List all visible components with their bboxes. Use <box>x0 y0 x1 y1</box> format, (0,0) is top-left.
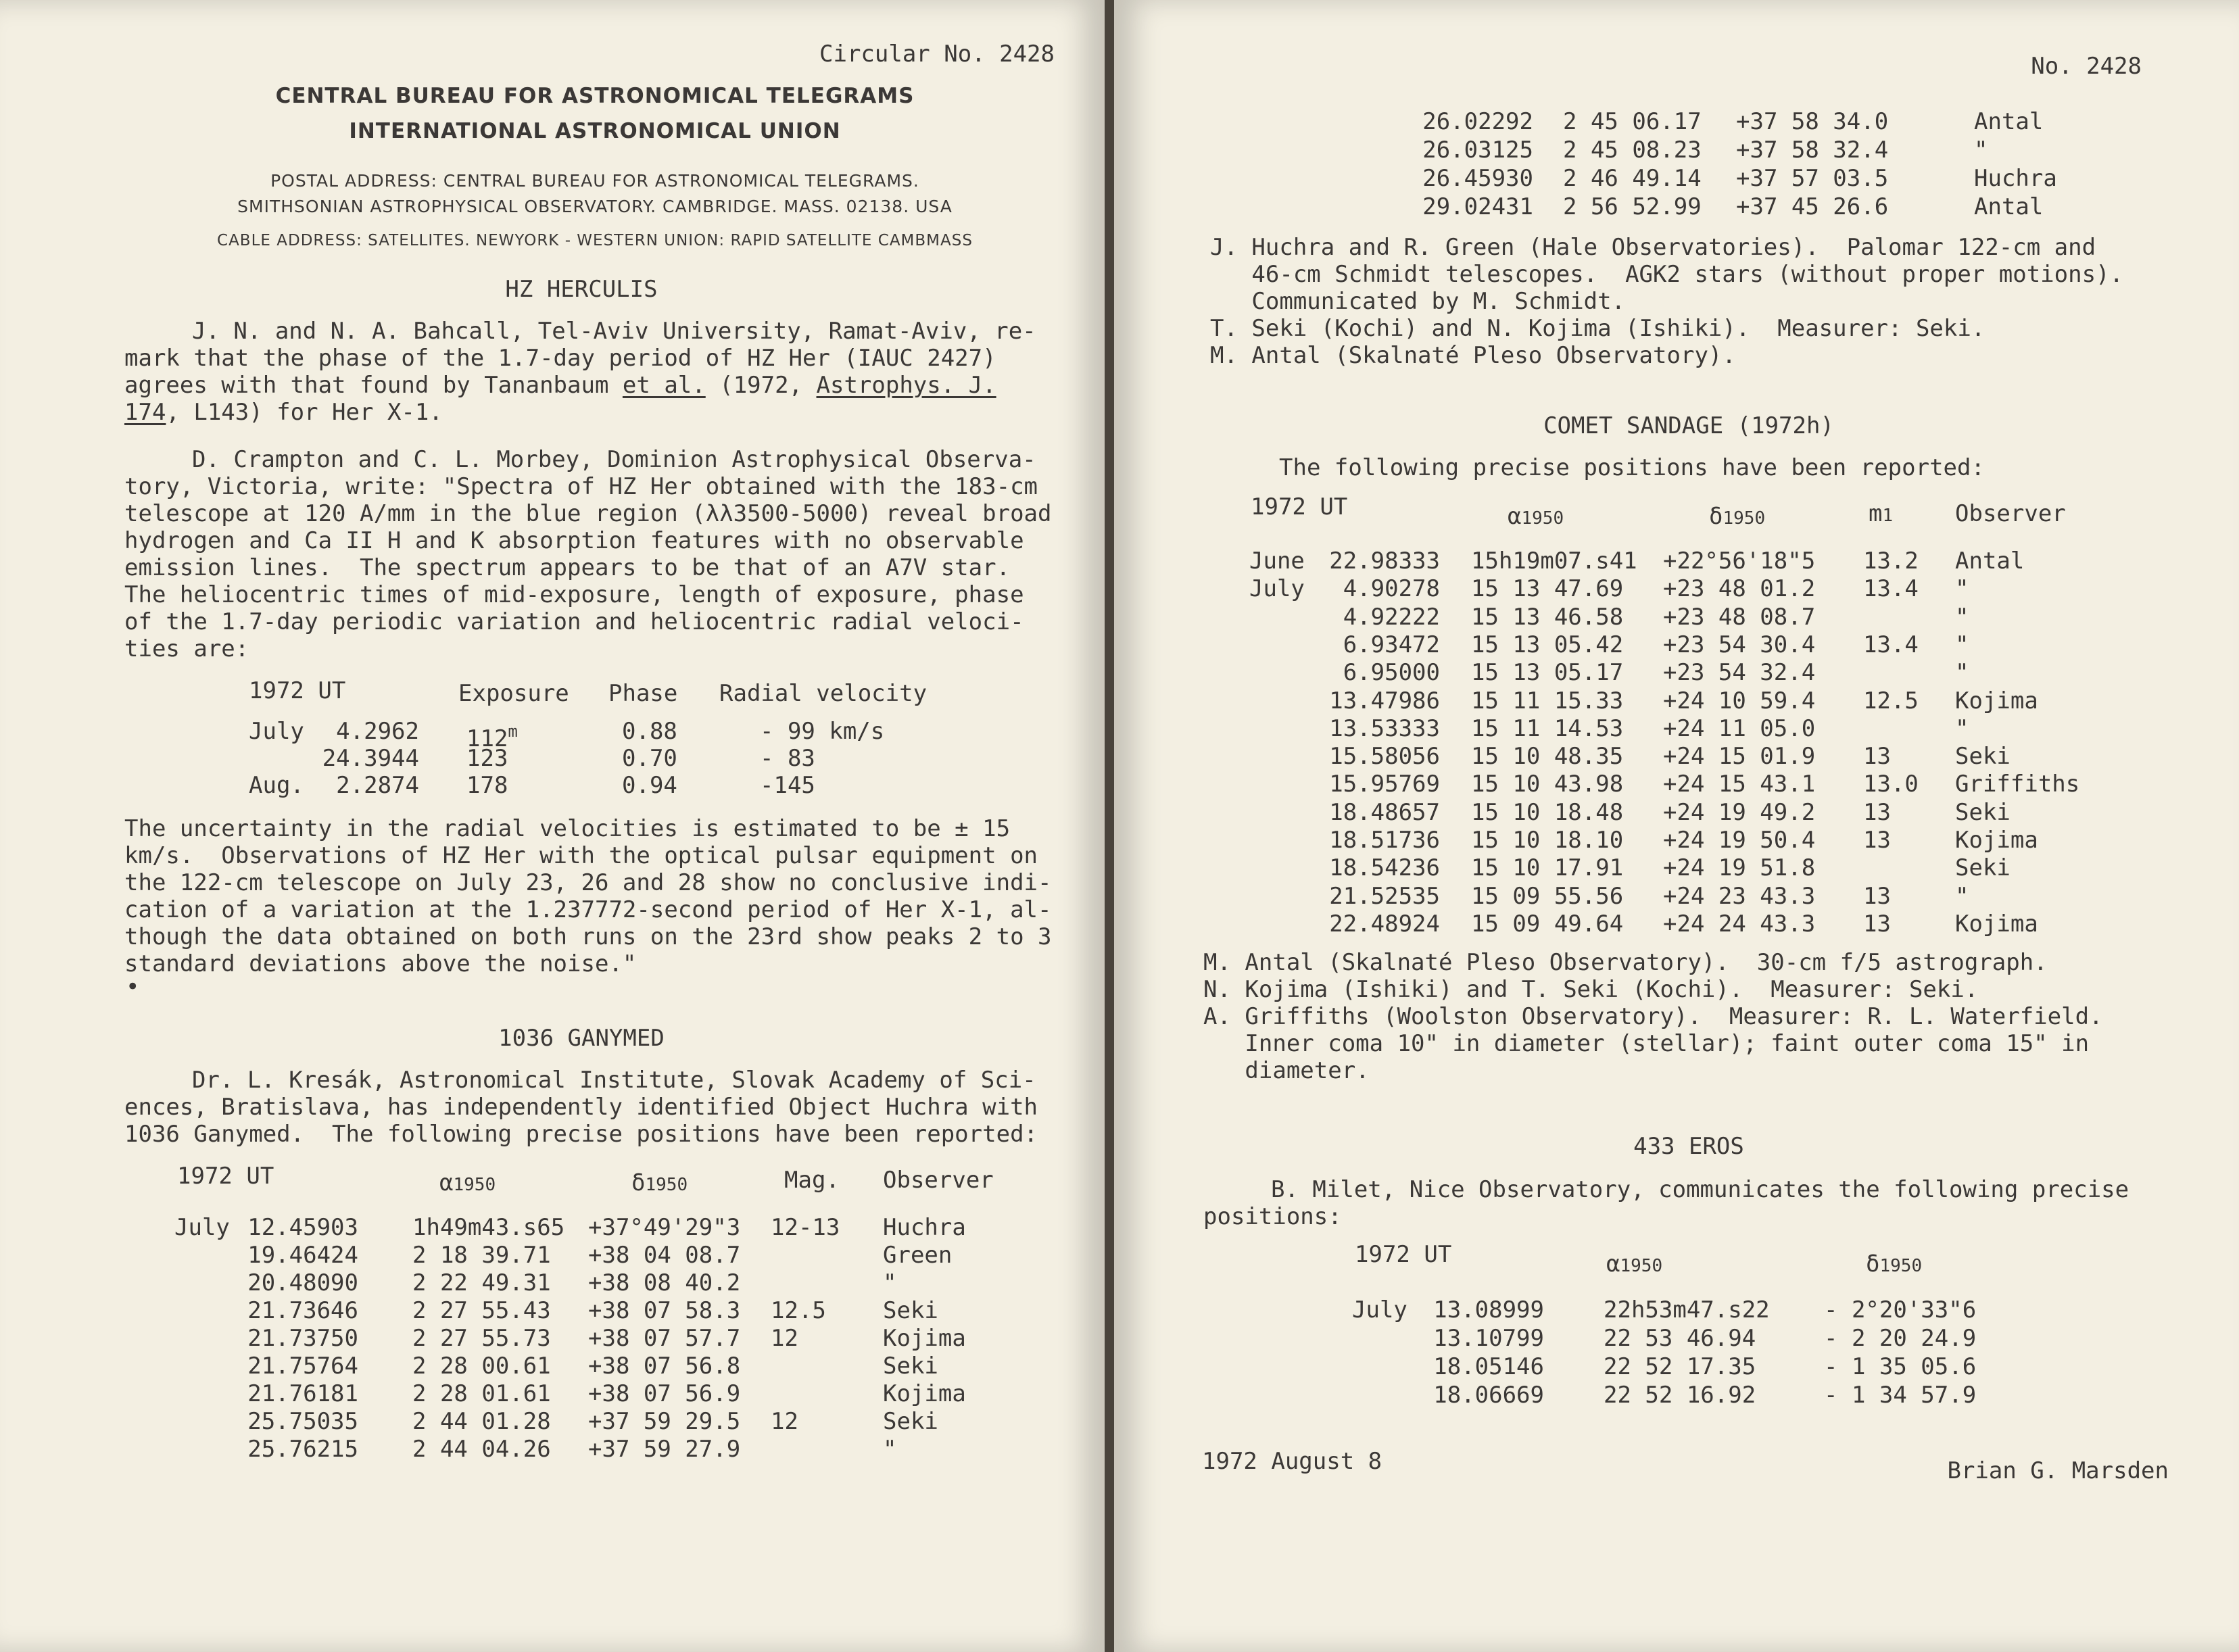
table-cell-exposure: 123 <box>466 745 508 772</box>
cell-mag: 13 <box>1863 910 1891 938</box>
cell-ra: 2 28 00.61 <box>412 1353 551 1380</box>
mag-subscript: 1 <box>1882 506 1894 526</box>
cell-date: 18.05146 <box>1433 1353 1544 1380</box>
cell-dec: +24 10 59.4 <box>1663 687 1816 714</box>
cell-ra: 2 44 04.26 <box>412 1436 551 1463</box>
cell-mag: 13.4 <box>1863 575 1919 603</box>
cell-ra: 15 09 55.56 <box>1471 882 1624 910</box>
cell-ra: 22h53m47.s22 <box>1604 1296 1770 1323</box>
cell-ra: 1h49m43.s65 <box>412 1214 565 1241</box>
cell-observer: Kojima <box>883 1380 966 1407</box>
cell-ra: 15 13 05.17 <box>1471 659 1624 687</box>
cell-dec: +24 15 43.1 <box>1663 771 1816 798</box>
cell-dec: +37°49'29"3 <box>588 1214 741 1241</box>
col-header-ut: 1972 UT <box>1251 493 1348 520</box>
delta-symbol: δ <box>1866 1250 1880 1278</box>
cell-ra: 15 10 18.48 <box>1471 798 1624 826</box>
comet-notes <box>1203 949 2231 1084</box>
cell-ra: 2 28 01.61 <box>412 1380 551 1407</box>
cell-dec: +23 54 30.4 <box>1663 631 1816 658</box>
table-cell-rv: - 99 km/s <box>760 718 885 745</box>
table-cell-month: July <box>249 718 304 745</box>
hz-herculis-title: HZ HERCULIS <box>505 276 658 303</box>
cell-mag: 13 <box>1863 743 1891 771</box>
cell-ra: 2 45 06.17 <box>1563 108 1702 135</box>
cell-date: 26.03125 <box>1422 137 1533 164</box>
cell-dec: +23 48 08.7 <box>1663 603 1816 631</box>
text-line: D. Crampton and C. L. Morbey, Dominion Astrophysical Observa- <box>192 446 1036 473</box>
journal-name: Astrophys. J. <box>816 372 996 399</box>
text-line: though the data obtained on both runs on the 23rd show peaks 2 to 3 <box>124 923 1052 950</box>
eros-paragraph <box>1203 1176 2231 1230</box>
col-header-mag <box>1869 500 1893 529</box>
cell-mag: 13.4 <box>1863 631 1919 658</box>
cell-observer: Griffiths <box>1955 771 2080 798</box>
epoch: 1950 <box>1879 1256 1923 1276</box>
cell-date: 6.93472 <box>1343 631 1440 658</box>
cell-ra: 15 10 18.10 <box>1471 827 1624 854</box>
cell-observer: Seki <box>1955 743 2011 771</box>
cell-dec: +24 11 05.0 <box>1663 714 1816 742</box>
epoch: 1950 <box>1521 508 1564 529</box>
col-header-dec <box>1866 1250 1922 1280</box>
cell-ra: 22 52 16.92 <box>1604 1382 1756 1409</box>
text-line: hydrogen and Ca II H and K absorption features with no observable <box>124 527 1024 554</box>
ganymed-title: 1036 GANYMED <box>498 1025 665 1052</box>
table-cell-date: 24.3944 <box>322 745 419 772</box>
cell-ra: 15 10 17.91 <box>1471 854 1624 882</box>
cell-dec: +38 04 08.7 <box>588 1242 741 1269</box>
cell-ra: 15 11 15.33 <box>1471 687 1624 714</box>
cell-observer: Kojima <box>1955 827 2038 854</box>
cell-dec: +37 59 27.9 <box>588 1436 741 1463</box>
cell-date: 19.46424 <box>247 1242 358 1269</box>
circular-number: No. 2428 <box>2031 53 2142 80</box>
table-cell-phase: 0.70 <box>622 745 677 772</box>
cell-observer: " <box>1955 714 1969 742</box>
text-line: A. Griffiths (Woolston Observatory). Measurer: R. L. Waterfield. <box>1203 1003 2103 1030</box>
cell-ra: 15 13 05.42 <box>1471 631 1624 658</box>
text-line: 46-cm Schmidt telescopes. AGK2 stars (without proper motions). <box>1210 261 2124 288</box>
hz-paragraph-3 <box>124 815 1084 977</box>
text-line: km/s. Observations of HZ Her with the optical pulsar equipment on <box>124 842 1038 869</box>
alpha-symbol: α <box>1606 1250 1620 1278</box>
table-cell-month: Aug. <box>249 772 304 799</box>
exposure-unit: m <box>508 722 518 741</box>
cell-mag: 13 <box>1863 827 1891 854</box>
epoch: 1950 <box>1723 508 1766 529</box>
bureau-title: CENTRAL BUREAU FOR ASTRONOMICAL TELEGRAMS <box>275 84 915 108</box>
cell-date: 4.90278 <box>1343 575 1440 603</box>
col-header-ut: 1972 UT <box>249 677 346 704</box>
mag-symbol: m <box>1869 500 1883 527</box>
cell-observer: " <box>1955 659 1969 687</box>
cell-ra: 2 18 39.71 <box>412 1242 551 1269</box>
cell-observer: " <box>1955 631 1969 658</box>
cell-dec: +23 48 01.2 <box>1663 575 1816 603</box>
cell-date: 18.48657 <box>1329 798 1440 826</box>
cell-ra: 2 56 52.99 <box>1563 193 1702 220</box>
col-header-phase: Phase <box>608 680 678 707</box>
cell-observer: " <box>1955 603 1969 631</box>
cell-dec: +24 19 51.8 <box>1663 854 1816 882</box>
cell-dec: +37 58 34.0 <box>1736 108 1889 135</box>
cell-mag: 12 <box>771 1408 798 1435</box>
cell-ra: 22 53 46.94 <box>1604 1325 1756 1352</box>
epoch: 1950 <box>453 1175 496 1195</box>
cell-dec: +38 08 40.2 <box>588 1269 741 1296</box>
cell-mag: 13 <box>1863 882 1891 910</box>
table-cell-date: 4.2962 <box>336 718 419 745</box>
cell-dec: - 1 35 05.6 <box>1824 1353 1977 1380</box>
text-line: emission lines. The spectrum appears to be that of an A7V star. <box>124 554 1011 581</box>
bullet-mark: • <box>126 973 140 1000</box>
cell-date: 21.73646 <box>247 1297 358 1324</box>
cell-month: July <box>1249 575 1305 603</box>
cell-observer: Huchra <box>1974 165 2057 192</box>
ganymed-notes <box>1210 234 2224 369</box>
col-header-ut: 1972 UT <box>177 1163 274 1190</box>
text-line: of the 1.7-day periodic variation and heliocentric radial veloci- <box>124 608 1024 635</box>
cell-dec: +38 07 56.8 <box>588 1353 741 1380</box>
cell-date: 26.45930 <box>1422 165 1533 192</box>
text-line: ences, Bratislava, has independently identified Object Huchra with <box>124 1094 1038 1121</box>
cell-ra: 22 52 17.35 <box>1604 1353 1756 1380</box>
col-header-radial-velocity: Radial velocity <box>719 680 928 707</box>
cell-date: 26.02292 <box>1422 108 1533 135</box>
text-line: M. Antal (Skalnaté Pleso Observatory). 30-cm f/5 astrograph. <box>1203 949 2048 976</box>
cell-dec: - 2 20 24.9 <box>1824 1325 1977 1352</box>
cell-observer: Seki <box>1955 854 2011 882</box>
cell-ra: 2 27 55.43 <box>412 1297 551 1324</box>
cell-dec: +24 24 43.3 <box>1663 910 1816 938</box>
text-line: ties are: <box>124 635 249 662</box>
cell-mag: 13.2 <box>1863 548 1919 575</box>
text-line: The heliocentric times of mid-exposure, length of exposure, phase <box>124 581 1024 608</box>
cell-ra: 15 13 47.69 <box>1471 575 1624 603</box>
col-header-observer: Observer <box>1955 500 2066 527</box>
cell-dec: +23 54 32.4 <box>1663 659 1816 687</box>
alpha-symbol: α <box>1508 503 1522 530</box>
text-line: Inner coma 10" in diameter (stellar); faint outer coma 15" in <box>1203 1030 2090 1057</box>
cell-dec: - 2°20'33"6 <box>1824 1296 1977 1323</box>
text-line: T. Seki (Kochi) and N. Kojima (Ishiki). Measurer: Seki. <box>1210 315 1985 342</box>
cell-mag: 12.5 <box>1863 687 1919 714</box>
cell-observer: Kojima <box>883 1325 966 1352</box>
union-title: INTERNATIONAL ASTRONOMICAL UNION <box>349 119 841 143</box>
cell-dec: +24 19 50.4 <box>1663 827 1816 854</box>
cell-ra: 15 11 14.53 <box>1471 714 1624 742</box>
journal-volume: 174 <box>124 399 166 426</box>
text-fragment: , L143) for Her X-1. <box>166 399 443 426</box>
text-line: standard deviations above the noise." <box>124 950 637 977</box>
cell-month: July <box>1352 1296 1407 1323</box>
cell-observer: Antal <box>1955 548 2025 575</box>
cell-ra: 2 45 08.23 <box>1563 137 1702 164</box>
cell-date: 18.54236 <box>1329 854 1440 882</box>
text-line: cation of a variation at the 1.237772-second period of Her X-1, al- <box>124 896 1052 923</box>
cell-ra: 2 27 55.73 <box>412 1325 551 1352</box>
cell-observer: Antal <box>1974 193 2044 220</box>
text-line: Communicated by M. Schmidt. <box>1210 288 1626 315</box>
cell-dec: - 1 34 57.9 <box>1824 1382 1977 1409</box>
table-cell-phase: 0.94 <box>622 772 677 799</box>
table-cell-phase: 0.88 <box>622 718 677 745</box>
epoch: 1950 <box>1620 1256 1663 1276</box>
table-cell-exposure: 178 <box>466 772 508 799</box>
col-header-exposure: Exposure <box>458 680 569 707</box>
exposure-value: 112 <box>466 725 508 752</box>
cell-observer: Antal <box>1974 108 2044 135</box>
text-line: tory, Victoria, write: "Spectra of HZ Her obtained with the 183-cm <box>124 473 1038 500</box>
signature: Brian G. Marsden <box>1947 1457 2169 1484</box>
cell-observer: Huchra <box>883 1214 966 1241</box>
ganymed-paragraph <box>124 1067 1084 1148</box>
col-header-dec <box>631 1169 688 1198</box>
cell-observer: Green <box>883 1242 953 1269</box>
cell-ra: 2 44 01.28 <box>412 1408 551 1435</box>
col-header-ut: 1972 UT <box>1355 1241 1452 1268</box>
hz-paragraph-1 <box>124 318 1071 426</box>
text-line: 1036 Ganymed. The following precise positions have been reported: <box>124 1121 1038 1148</box>
text-line: positions: <box>1203 1203 1342 1230</box>
cell-dec: +24 23 43.3 <box>1663 882 1816 910</box>
cell-ra: 15 10 43.98 <box>1471 771 1624 798</box>
col-header-dec <box>1709 503 1765 532</box>
left-page <box>0 0 1105 1652</box>
cell-observer: " <box>883 1269 897 1296</box>
text-line: diameter. <box>1203 1057 1370 1084</box>
text-line: J. Huchra and R. Green (Hale Observatories). Palomar 122-cm and <box>1210 234 2096 261</box>
cell-dec: +38 07 56.9 <box>588 1380 741 1407</box>
cell-date: 15.95769 <box>1329 771 1440 798</box>
cell-mag: 12.5 <box>771 1297 826 1324</box>
col-header-ra <box>1606 1250 1662 1280</box>
table-cell-rv: - 83 <box>760 745 815 772</box>
cell-date: 25.75035 <box>247 1408 358 1435</box>
hz-paragraph-2 <box>124 446 1071 662</box>
cell-date: 13.53333 <box>1329 714 1440 742</box>
cell-observer: Seki <box>883 1408 938 1435</box>
cable-address: CABLE ADDRESS: SATELLITES. NEWYORK - WESTERN UNION: RAPID SATELLITE CAMBMASS <box>217 232 973 249</box>
cell-ra: 15 10 48.35 <box>1471 743 1624 771</box>
comet-intro: The following precise positions have been reported: <box>1279 454 1985 481</box>
cell-date: 25.76215 <box>247 1436 358 1463</box>
cell-mag: 13.0 <box>1863 771 1919 798</box>
text-line <box>124 399 1071 426</box>
cell-date: 15.58056 <box>1329 743 1440 771</box>
epoch: 1950 <box>645 1175 688 1195</box>
et-al: et al. <box>622 372 706 399</box>
cell-date: 20.48090 <box>247 1269 358 1296</box>
text-line: Dr. L. Kresák, Astronomical Institute, Slovak Academy of Sci- <box>192 1067 1036 1094</box>
circular-date: 1972 August 8 <box>1202 1448 1382 1475</box>
text-fragment: (1972, <box>705 372 817 399</box>
table-cell-date: 2.2874 <box>336 772 419 799</box>
text-line: mark that the phase of the 1.7-day period of HZ Her (IAUC 2427) <box>124 345 996 372</box>
cell-dec: +22°56'18"5 <box>1663 548 1816 575</box>
cell-observer: Kojima <box>1955 687 2038 714</box>
cell-date: 18.06669 <box>1433 1382 1544 1409</box>
cell-ra: 15 13 46.58 <box>1471 603 1624 631</box>
cell-date: 21.52535 <box>1329 882 1440 910</box>
col-header-ra <box>439 1169 496 1198</box>
right-page <box>1114 0 2239 1652</box>
cell-dec: +37 58 32.4 <box>1736 137 1889 164</box>
text-line: The uncertainty in the radial velocities is estimated to be ± 15 <box>124 815 1011 842</box>
cell-date: 21.75764 <box>247 1353 358 1380</box>
cell-month: July <box>174 1214 230 1241</box>
cell-date: 21.76181 <box>247 1380 358 1407</box>
cell-mag: 13 <box>1863 798 1891 826</box>
circular-number: Circular No. 2428 <box>819 41 1055 68</box>
postal-address-1: POSTAL ADDRESS: CENTRAL BUREAU FOR ASTRONOMICAL TELEGRAMS. <box>270 171 919 191</box>
table-cell-rv: -145 <box>760 772 815 799</box>
cell-dec: +37 57 03.5 <box>1736 165 1889 192</box>
comet-sandage-title: COMET SANDAGE (1972h) <box>1543 412 1834 439</box>
cell-ra: 2 22 49.31 <box>412 1269 551 1296</box>
cell-observer: Seki <box>883 1297 938 1324</box>
cell-date: 21.73750 <box>247 1325 358 1352</box>
cell-date: 6.95000 <box>1343 659 1440 687</box>
cell-dec: +37 59 29.5 <box>588 1408 741 1435</box>
cell-observer: " <box>1974 137 1988 164</box>
cell-dec: +38 07 57.7 <box>588 1325 741 1352</box>
cell-date: 22.48924 <box>1329 910 1440 938</box>
text-line: B. Milet, Nice Observatory, communicates the following precise <box>1271 1176 2129 1203</box>
delta-symbol: δ <box>1709 503 1723 530</box>
col-header-observer: Observer <box>883 1167 994 1194</box>
col-header-mag: Mag. <box>784 1167 840 1194</box>
book-gutter <box>1105 0 1114 1652</box>
cell-observer: Seki <box>883 1353 938 1380</box>
cell-observer: " <box>883 1436 897 1463</box>
cell-dec: +24 19 49.2 <box>1663 798 1816 826</box>
col-header-ra <box>1508 503 1564 532</box>
alpha-symbol: α <box>439 1169 454 1196</box>
cell-mag: 12 <box>771 1325 798 1352</box>
eros-title: 433 EROS <box>1633 1133 1744 1160</box>
cell-ra: 15 09 49.64 <box>1471 910 1624 938</box>
cell-observer: Seki <box>1955 798 2011 826</box>
cell-ra: 15h19m07.s41 <box>1471 548 1637 575</box>
cell-date: 22.98333 <box>1329 548 1440 575</box>
cell-dec: +38 07 58.3 <box>588 1297 741 1324</box>
cell-mag: 12-13 <box>771 1214 840 1241</box>
text-line: N. Kojima (Ishiki) and T. Seki (Kochi). Measurer: Seki. <box>1203 976 1979 1003</box>
text-line <box>124 372 1071 399</box>
cell-ra: 2 46 49.14 <box>1563 165 1702 192</box>
text-line: the 122-cm telescope on July 23, 26 and 28 show no conclusive indi- <box>124 869 1052 896</box>
cell-date: 13.08999 <box>1433 1296 1544 1323</box>
cell-date: 29.02431 <box>1422 193 1533 220</box>
postal-address-2: SMITHSONIAN ASTROPHYSICAL OBSERVATORY. CAMBRIDGE. MASS. 02138. USA <box>237 197 953 216</box>
delta-symbol: δ <box>631 1169 646 1196</box>
cell-date: 12.45903 <box>247 1214 358 1241</box>
cell-date: 18.51736 <box>1329 827 1440 854</box>
cell-observer: " <box>1955 575 1969 603</box>
text-line: telescope at 120 A/mm in the blue region (λλ3500-5000) reveal broad <box>124 500 1052 527</box>
cell-date: 13.10799 <box>1433 1325 1544 1352</box>
text-line: M. Antal (Skalnaté Pleso Observatory). <box>1210 342 1736 369</box>
cell-dec: +37 45 26.6 <box>1736 193 1889 220</box>
cell-date: 4.92222 <box>1343 603 1440 631</box>
cell-month: June <box>1249 548 1305 575</box>
cell-observer: " <box>1955 882 1969 910</box>
cell-date: 13.47986 <box>1329 687 1440 714</box>
cell-dec: +24 15 01.9 <box>1663 743 1816 771</box>
text-line: J. N. and N. A. Bahcall, Tel-Aviv University, Ramat-Aviv, re- <box>192 318 1036 345</box>
text-fragment: agrees with that found by Tananbaum <box>124 372 623 399</box>
cell-observer: Kojima <box>1955 910 2038 938</box>
